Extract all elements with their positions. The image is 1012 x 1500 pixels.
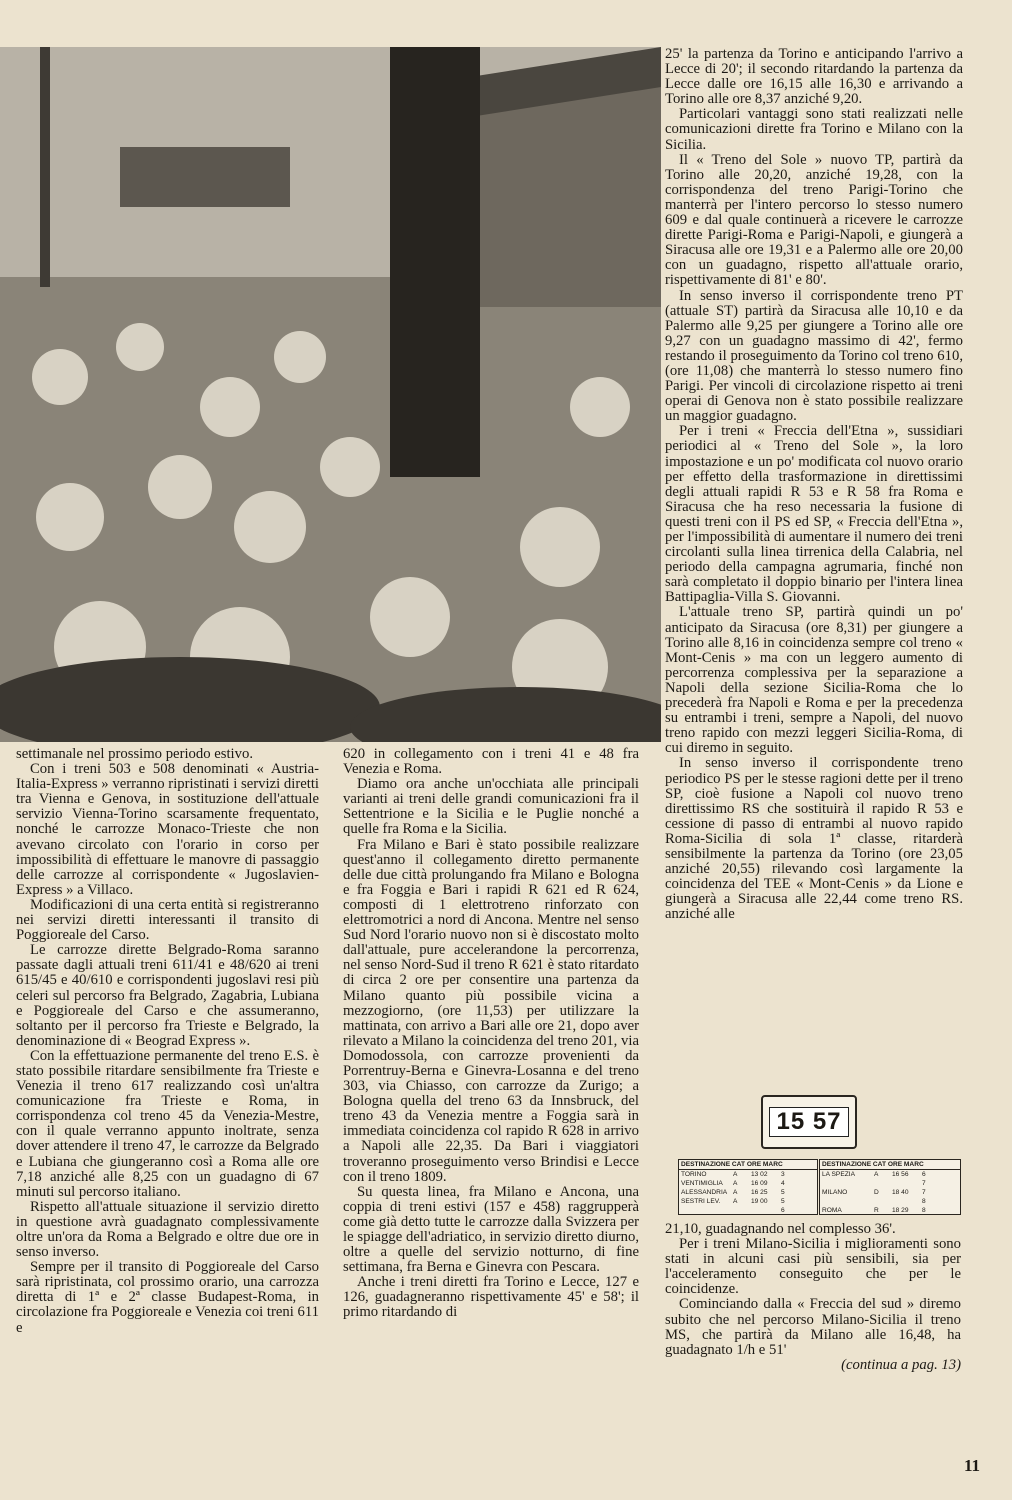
- board-cell: [751, 1206, 781, 1215]
- continued-on-page-note: (continua a pag. 13): [841, 1356, 961, 1373]
- paragraph: Diamo ora anche un'occhiata alle principali varianti ai treni delle grandi comunicazioni fra il Settentrione e la Sicilia e le Puglie nonché a quelle fra Roma e la Sicilia.: [343, 776, 639, 838]
- paragraph: In senso inverso il corrispondente treno periodico PS per le stesse ragioni dette per il treno SP, cioè fusione a Napoli col nuovo treno direttissimo RS che sostituirà il rapido R 53 e cessione di passo di entrambi al nuovo rapido Roma-Sicilia di sola 1ª classe, ritarderà sensibilmente la partenza da Torino (ore 23,05 anziché 20,55) rilevando così largamente la coincidenza del TEE « Mont-Cenis » da Lione e giungerà a Siracusa alle 22,44 come treno RS. anziché alle: [665, 755, 963, 923]
- paragraph: Particolari vantaggi sono stati realizzati nelle comunicazioni dirette fra Torino e Milano con la Sicilia.: [665, 106, 963, 153]
- board-cell: 5: [781, 1189, 785, 1196]
- board-cell: ROMA: [822, 1207, 842, 1214]
- page-number: 11: [963, 1456, 980, 1475]
- paragraph: 21,10, guadagnando nel complesso 36'.: [665, 1221, 896, 1237]
- text-column-1: [16, 747, 319, 1336]
- board-cell: VENTIMIGLIA: [681, 1180, 723, 1187]
- board-cell: 13 02: [751, 1171, 768, 1178]
- board-cell: 7: [922, 1180, 926, 1187]
- board-cell: [733, 1206, 751, 1215]
- departure-panel-left: [678, 1159, 818, 1215]
- board-cell: A: [874, 1171, 879, 1178]
- departure-board-photo: [678, 1095, 960, 1213]
- paragraph: Con la effettuazione permanente del treno E.S. è stato possibile ritardare sensibilmente fra Trieste e Venezia il treno 617 realizzando così un'altra comunicazione fra Trieste e Roma, in corrispondenza col treno 45 da Venezia-Mestre, con il quale verranno appunto inoltrate, senza dover attendere il treno 47, le carrozze da Belgrado e Lubiana che giungeranno così a Roma alle ore 7,18 anziché alle 8,25 con un guadagno di 67 minuti sul percorso italiano.: [16, 1047, 319, 1200]
- crowd-at-railway-station-photo-icon: [0, 47, 661, 742]
- board-cell: A: [733, 1171, 738, 1178]
- board-cell: 18 40: [892, 1189, 909, 1196]
- board-row: [679, 1179, 817, 1188]
- station-clock: [761, 1095, 857, 1149]
- board-row: [820, 1197, 960, 1206]
- board-row: [679, 1170, 817, 1179]
- board-cell: A: [733, 1198, 738, 1205]
- board-cell: [681, 1206, 733, 1215]
- board-row: [820, 1206, 960, 1215]
- paragraph: Sempre per il transito di Poggioreale del Carso sarà ripristinata, col prossimo orario, una carrozza diretta di 1ª e 2ª classe Budapest-Roma, in circolazione fra Poggioreale e Venezia coi treni 611 e: [16, 1259, 319, 1336]
- text-column-3-top: [665, 47, 963, 922]
- board-cell: [892, 1197, 922, 1206]
- board-cell: 16 25: [751, 1189, 768, 1196]
- clock-time: 15 57: [769, 1107, 848, 1137]
- panel-header: DESTINAZIONE CAT ORE MARC: [820, 1160, 960, 1170]
- board-row: [820, 1170, 960, 1179]
- board-cell: A: [733, 1180, 738, 1187]
- crowd-photo: [0, 47, 661, 742]
- board-cell: 4: [781, 1180, 785, 1187]
- paragraph: In senso inverso il corrispondente treno PT (attuale ST) partirà da Siracusa alle 10,10 e da Palermo alle 9,25 per giungere a Torino alle ore 9,27 con un guadagno massimo di 42', fermo restando il proseguimento da Torino col treno 610, (ore 11,08) che manterrà lo stesso numero fino Parigi. Per vincoli di circolazione rispetto ai treni operai di Genova non è stato possibile realizzare un maggior guadagno.: [665, 287, 963, 425]
- paragraph: Con i treni 503 e 508 denominati « Austria-Italia-Express » verranno ripristinati i servizi diretti tra Vienna e Genova, in sostituzione dell'attuale servizio Vienna-Torino scarsamente frequentato, nonché le carrozze Monaco-Trieste che non avevano circolato con l'orario in corso per impossibilità di effettuare le manovre di passaggio delle carrozze al corrispondente « Jugoslavien-Express » a Villaco.: [16, 761, 319, 898]
- board-cell: 16 56: [892, 1171, 909, 1178]
- board-cell: 8: [922, 1198, 926, 1205]
- paragraph: Modificazioni di una certa entità si registreranno nei servizi diretti interessanti il transito di Poggioreale del Carso.: [16, 896, 319, 944]
- text-column-3-bottom: [665, 1222, 961, 1373]
- board-cell: 8: [922, 1207, 926, 1214]
- board-cell: A: [733, 1189, 738, 1196]
- paragraph: Su questa linea, fra Milano e Ancona, una coppia di treni estivi (157 e 458) raggrupperà come già detto tutte le carrozze dalla Svizzera per le spiagge dell'adriatico, in servizio diretto diurno, oltre a quelle del servizio notturno, di fine settimana, fra Berna e Ginevra con Pescara.: [343, 1183, 639, 1276]
- board-cell: SESTRI LEV.: [681, 1198, 721, 1205]
- board-cell: MILANO: [822, 1189, 848, 1196]
- board-cell: R: [874, 1207, 879, 1214]
- paragraph: 620 in collegamento con i treni 41 e 48 fra Venezia e Roma.: [343, 746, 639, 778]
- paragraph: L'attuale treno SP, partirà quindi un po' anticipato da Siracusa (ore 8,31) per giungere a Torino alle 8,16 in coincidenza sempre col treno « Mont-Cenis » ma con un leggero aumento di percorrenza complessiva per la separazione a Napoli della sezione Sicilia-Roma che lo precederà fra Napoli e Roma e per la precedenza su entrambi i treni, sempre a Napoli, del nuovo treno rapido con mezzi leggeri Sicilia-Roma, di cui diremo in seguito.: [665, 604, 963, 757]
- board-row: [679, 1197, 817, 1206]
- board-row: [820, 1179, 960, 1188]
- board-cell: TORINO: [681, 1171, 707, 1178]
- paragraph: 25' la partenza da Torino e anticipando l'arrivo a Lecce di 20'; il secondo ritardando la partenza da Lecce dalle ore 16,15 alle 16,30 e arrivando a Torino alle ore 8,37 anziché 9,20.: [665, 46, 963, 108]
- paragraph: Fra Milano e Bari è stato possibile realizzare quest'anno il collegamento diretto permanente delle due città prolungando fra Milano e Bologna e fra Foggia e Bari i rapidi R 621 ed R 624, composti di 1 elettrotreno rinforzato con elettromotrici a nord di Ancona. Mentre nel senso Sud Nord l'orario nuovo non si è discostato molto dall'attuale, pure accelerandone la percorrenza, nel senso Nord-Sud il treno R 621 è stato ritardato di circa 2 ore per consentire una partenza da Milano quanto più possibile vicina a mezzogiorno, (ore 11,53) per utilizzare la mattinata, con arrivo a Bari alle ore 21, dopo aver rilevato a Milano la coincidenza del treno 201, via Domodossola, con carrozze provenienti da Porrentruy-Berna e Ginevra-Losanna e del treno 303, via Chiasso, con carrozze da Zurigo; a Bologna quella del treno 63 da Innsbruck, del treno 43 da Venezia mentre a Foggia sarà in immediata coincidenza col rapido R 628 in arrivo a Napoli alle 22,35. Da Bari i viaggiatori troveranno proseguimento verso Brindisi e Lecce con il treno 1809.: [343, 836, 639, 1185]
- board-cell: 6: [922, 1171, 926, 1178]
- paragraph: Le carrozze dirette Belgrado-Roma saranno passate dagli attuali treni 611/41 e 48/620 ai treni 615/45 e 40/610 e corrispondenti jugoslavi resi più celeri sul percorso fra Belgrado, Zagabria, Lubiana e Poggioreale del Carso e che assumeranno, soltanto per il percorso fra Trieste e Belgrado, la denominazione di « Beograd Express ».: [16, 942, 319, 1049]
- board-cell: [874, 1197, 892, 1206]
- board-cell: 5: [781, 1198, 785, 1205]
- panel-header: DESTINAZIONE CAT ORE MARC: [679, 1160, 817, 1170]
- board-cell: 7: [922, 1189, 926, 1196]
- board-cell: 6: [781, 1207, 785, 1214]
- paragraph: Anche i treni diretti fra Torino e Lecce, 127 e 126, guadagneranno rispettivamente 45' e 58'; il primo ritardando di: [343, 1274, 639, 1321]
- board-row: [679, 1188, 817, 1197]
- board-cell: [874, 1179, 892, 1188]
- board-cell: 3: [781, 1171, 785, 1178]
- board-cell: [892, 1179, 922, 1188]
- paragraph: Per i treni Milano-Sicilia i miglioramenti sono stati in alcuni casi più sensibili, sia per l'acceleramento conseguito che per le coincidenze.: [665, 1236, 961, 1298]
- paragraph: settimanale nel prossimo periodo estivo.: [16, 746, 253, 762]
- text-column-2: [343, 747, 639, 1321]
- board-row: [679, 1206, 817, 1215]
- departure-panel-right: [819, 1159, 961, 1215]
- paragraph: Rispetto all'attuale situazione il servizio diretto in questione avrà guadagnato complessivamente oltre un'ora da Roma a Belgrado e oltre due ore in senso inverso.: [16, 1198, 319, 1261]
- board-cell: [822, 1179, 874, 1188]
- board-cell: 16 09: [751, 1180, 768, 1187]
- board-cell: 18 29: [892, 1207, 909, 1214]
- board-cell: 19 00: [751, 1198, 768, 1205]
- paragraph: Per i treni « Freccia dell'Etna », sussidiari periodici al « Treno del Sole », la loro impostazione e un po' modificata col nuovo orario per effetto della trasformazione in direttissimi degli attuali rapidi R 53 e R 58 fra Roma e Siracusa che ha reso necessaria la fusione di questi treni con il PS ed SP, « Freccia dell'Etna », per l'impossibilità di aumentare il numero dei treni circolanti sulla linea tirrenica della Calabria, nel periodo della campagna agrumaria, finché non sarà completato il doppio binario per l'intera linea Battipaglia-Villa S. Giovanni.: [665, 423, 963, 606]
- paragraph: Il « Treno del Sole » nuovo TP, partirà da Torino alle 20,20, anziché 19,28, con la corrispondenza del treno Parigi-Torino che manterrà per l'intero percorso lo stesso numero 609 e dal quale continuerà a ricevere le carrozze dirette Parigi-Roma e Parigi-Napoli, e giungerà a Siracusa alle ore 19,31 e a Palermo alle ore 20,00 con un guadagno, rispetto all'attuale orario, rispettivamente di 81' e 80'.: [665, 151, 963, 289]
- board-cell: [822, 1197, 874, 1206]
- board-cell: ALESSANDRIA: [681, 1189, 728, 1196]
- board-cell: D: [874, 1189, 879, 1196]
- board-cell: LA SPEZIA: [822, 1171, 855, 1178]
- board-row: [820, 1188, 960, 1197]
- paragraph: Cominciando dalla « Freccia del sud » diremo subito che nel percorso Milano-Sicilia il treno MS, che partirà da Milano alle 16,48, ha guadagnato 1/h e 51': [665, 1296, 961, 1358]
